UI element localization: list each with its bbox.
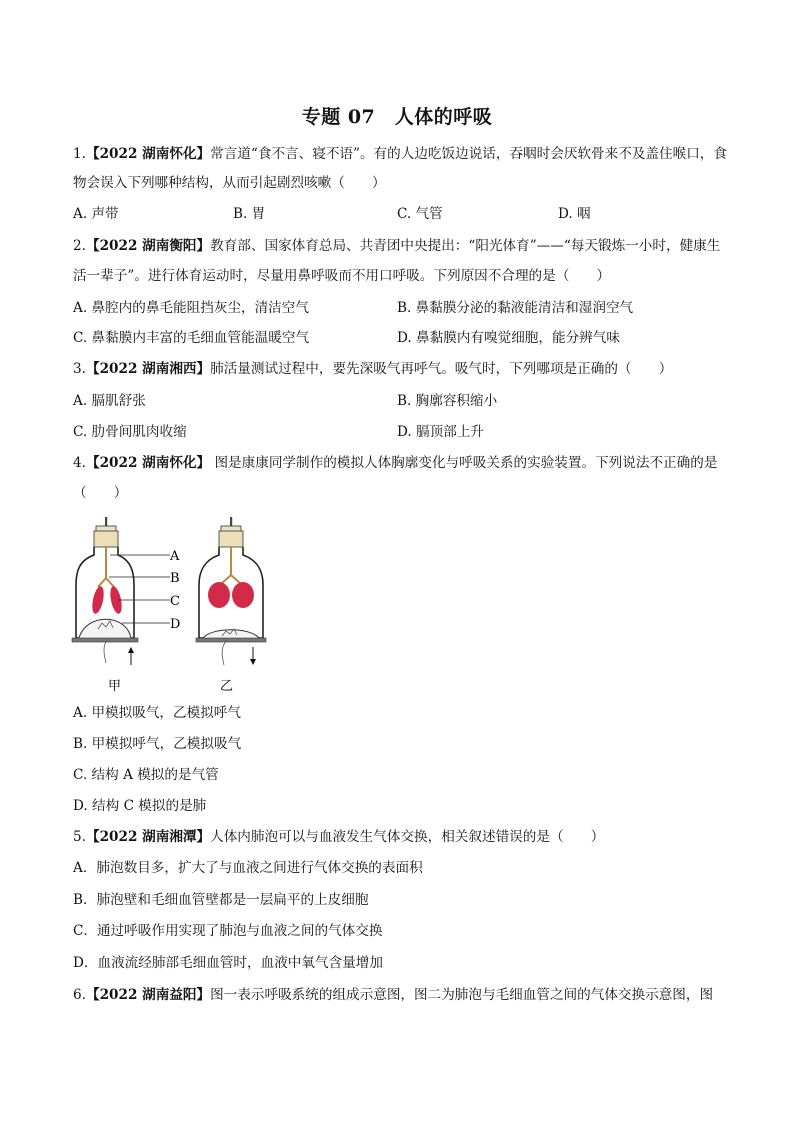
question-5-option-b: B．肺泡壁和毛细血管壁都是一层扁平的上皮细胞 — [73, 892, 369, 908]
figure-caption-jia: 甲 — [108, 679, 122, 694]
question-2-option-b: B. 鼻黏膜分泌的黏液能清洁和湿润空气 — [397, 300, 634, 316]
question-4-option-d: D. 结构 C 模拟的是肺 — [73, 798, 207, 814]
lung-right-yi — [232, 582, 254, 608]
question-1-source: 【2022 湖南怀化】 — [85, 146, 211, 162]
question-2-option-d: D. 鼻黏膜内有嗅觉细胞，能分辨气味 — [397, 330, 620, 346]
figure-label-c: C — [170, 594, 180, 609]
question-2-option-a: A. 鼻腔内的鼻毛能阻挡灰尘，清洁空气 — [73, 300, 309, 316]
question-6-source: 【2022 湖南益阳】 — [85, 987, 211, 1003]
page-title: 专题 07 人体的呼吸 — [301, 106, 493, 128]
bell-jar-lung-model-figure — [70, 515, 280, 695]
question-6-number: 6. — [73, 987, 86, 1003]
question-2-source: 【2022 湖南衡阳】 — [85, 238, 211, 254]
figure-label-a: A — [170, 549, 180, 564]
question-3-option-b: B. 胸廓容积缩小 — [397, 393, 498, 409]
question-3-text: 肺活量测试过程中，要先深吸气再呼气。吸气时，下列哪项是正确的（ ） — [210, 361, 673, 377]
question-1-option-d: D. 咽 — [558, 206, 591, 222]
question-2-option-c: C. 鼻黏膜内丰富的毛细血管能温暖空气 — [73, 330, 310, 346]
question-5-text: 人体内肺泡可以与血液发生气体交换，相关叙述错误的是（ ） — [210, 829, 605, 845]
question-5-number: 5. — [73, 829, 86, 845]
question-1-line-2: 物会误入下列哪种结构，从而引起剧烈咳嗽（ ） — [73, 175, 386, 191]
question-4-line-1 — [73, 453, 717, 473]
question-3-line-1 — [73, 359, 672, 379]
question-4-option-b: B. 甲模拟呼气，乙模拟吸气 — [73, 736, 242, 752]
question-4-line-2: （ ） — [73, 485, 128, 501]
question-3-number: 3. — [73, 361, 86, 377]
question-3-source: 【2022 湖南湘西】 — [85, 361, 211, 377]
question-4-source: 【2022 湖南怀化】 — [85, 455, 211, 471]
question-2-text: 教育部、国家体育总局、共青团中央提出：“阳光体育”——“每天锻炼一小时，健康生 — [210, 238, 721, 254]
question-1-line-1 — [73, 144, 727, 164]
question-5-line-1 — [73, 827, 604, 847]
question-5-source: 【2022 湖南湘潭】 — [85, 829, 211, 845]
question-4-text: 图是康康同学制作的模拟人体胸廓变化与呼吸关系的实验装置。下列说法不正确的是 — [210, 455, 718, 471]
question-3-option-d: D. 膈顶部上升 — [397, 424, 485, 440]
jar-yi — [196, 517, 266, 665]
figure-label-d: D — [170, 617, 181, 632]
lung-left-jia — [90, 585, 106, 614]
question-1-text: 常言道“食不言、寝不语”。有的人边吃饭边说话，吞咽时会厌软骨来不及盖住喉口，食 — [210, 146, 727, 162]
question-3-option-c: C. 肋骨间肌肉收缩 — [73, 424, 187, 440]
question-6-line-1 — [73, 985, 713, 1005]
jar-jia — [72, 517, 170, 665]
question-2-line-1 — [73, 236, 720, 256]
figure-label-b: B — [170, 571, 180, 586]
question-5-option-a: A．肺泡数目多，扩大了与血液之间进行气体交换的表面积 — [73, 860, 423, 876]
question-5-option-d: D．血液流经肺部毛细血管时，血液中氧气含量增加 — [73, 955, 383, 971]
question-6-text: 图一表示呼吸系统的组成示意图，图二为肺泡与毛细血管之间的气体交换示意图，图 — [210, 987, 714, 1003]
lung-left-yi — [208, 582, 230, 608]
question-1-option-a: A. 声带 — [73, 206, 119, 222]
question-3-option-a: A. 膈肌舒张 — [73, 393, 146, 409]
question-5-option-c: C．通过呼吸作用实现了肺泡与血液之间的气体交换 — [73, 923, 383, 939]
figure-caption-yi: 乙 — [220, 679, 234, 694]
question-4-option-c: C. 结构 A 模拟的是气管 — [73, 767, 219, 783]
question-4-number: 4. — [73, 455, 86, 471]
question-2-line-2: 活一辈子”。进行体育运动时，尽量用鼻呼吸而不用口呼吸。下列原因不合理的是（ ） — [73, 268, 611, 284]
question-1-number: 1. — [73, 146, 86, 162]
question-4-option-a: A. 甲模拟吸气，乙模拟呼气 — [73, 705, 241, 721]
question-1-option-c: C. 气管 — [397, 206, 443, 222]
question-1-option-b: B. 胃 — [233, 206, 266, 222]
question-2-number: 2. — [73, 238, 86, 254]
